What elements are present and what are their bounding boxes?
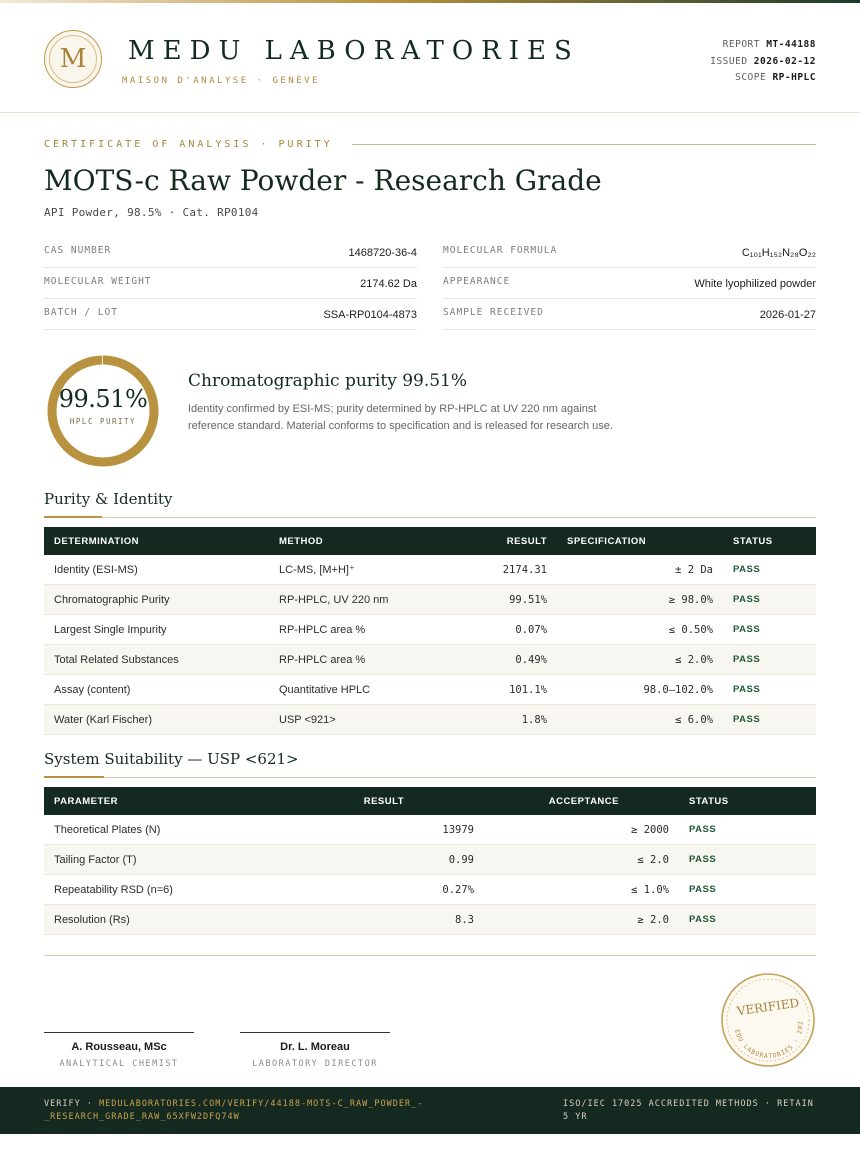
col-header: DETERMINATION [44,527,269,555]
cell-acceptance: ≤ 2.0 [484,845,679,875]
section-accent [44,776,104,778]
purity-description: Identity confirmed by ESI-MS; purity determined by RP-HPLC at UV 220 nm against reference standard. Material conforms to specification and is released for research use. [188,403,613,432]
cell-result: 2174.31 [446,555,557,585]
prop-label: MOLECULAR WEIGHT [44,276,152,287]
cell-parameter: Repeatability RSD (n=6) [44,875,304,905]
status-badge: PASS [723,585,816,615]
status-badge: PASS [679,875,816,905]
status-badge: PASS [723,615,816,645]
certificate-kicker: CERTIFICATE OF ANALYSIS · PURITY [44,139,333,150]
cell-method: RP-HPLC area % [269,615,446,645]
product-title: MOTS-c Raw Powder - Research Grade [44,164,602,197]
cell-result: 0.49% [446,645,557,675]
signatory-name: A. Rousseau, MSc [71,1041,167,1053]
signature-director [240,1032,390,1069]
issued-label: ISSUED [710,55,748,67]
cell-method: RP-HPLC area % [269,645,446,675]
logo [44,30,102,88]
cell-acceptance: ≥ 2000 [484,815,679,845]
cell-acceptance: ≥ 2.0 [484,905,679,935]
cell-result: 8.3 [304,905,484,935]
cell-specification: ≤ 0.50% [557,615,723,645]
col-header: METHOD [269,527,446,555]
table-header-row [44,527,816,555]
cell-specification: ≥ 98.0% [557,585,723,615]
cell-result: 0.07% [446,615,557,645]
prop-value: C₁₀₁H₁₅₂N₂₈O₂₂ [741,247,816,259]
col-header: RESULT [304,787,484,815]
prop-value: 1468720-36-4 [348,247,417,259]
col-header: STATUS [679,787,816,815]
scope-value: RP-HPLC [772,72,816,83]
col-header: ACCEPTANCE [484,787,679,815]
cell-result: 99.51% [446,585,557,615]
section-rule [44,777,816,778]
prop-label: APPEARANCE [443,276,511,287]
cell-method: RP-HPLC, UV 220 nm [269,585,446,615]
table-row [44,645,816,675]
cell-determination: Chromatographic Purity [44,585,269,615]
col-header: SPECIFICATION [557,527,723,555]
table-row [44,905,816,935]
table-row [44,845,816,875]
status-badge: PASS [679,905,816,935]
signatory-name: Dr. L. Moreau [280,1041,350,1053]
report-number: MT-44188 [766,39,816,50]
section-accent [44,516,102,518]
signatory-role: ANALYTICAL CHEMIST [59,1059,179,1069]
table-row [44,555,816,585]
purity-label: HPLC PURITY [69,417,137,426]
cell-determination: Largest Single Impurity [44,615,269,645]
prop-formula [443,237,816,268]
signature-line [240,1032,390,1033]
prop-cas [44,237,417,268]
report-label: REPORT [722,39,760,50]
cell-specification: ± 2 Da [557,555,723,585]
product-subtitle: API Powder, 98.5% · Cat. RP0104 [44,206,259,219]
table-row [44,815,816,845]
table-row [44,705,816,735]
identity-table [44,527,816,735]
prop-label: SAMPLE RECEIVED [443,307,544,318]
prop-value: White lyophilized powder [694,278,816,290]
cell-result: 0.99 [304,845,484,875]
cell-specification: ≤ 6.0% [557,705,723,735]
cell-parameter: Tailing Factor (T) [44,845,304,875]
prop-label: MOLECULAR FORMULA [443,245,558,256]
cell-determination: Total Related Substances [44,645,269,675]
suitability-table [44,787,816,935]
report-meta [710,37,816,87]
status-badge: PASS [679,815,816,845]
seal-verified-text: VERIFIED [736,995,800,1019]
cell-parameter: Resolution (Rs) [44,905,304,935]
issued-date: 2026-02-12 [753,55,816,67]
status-badge: PASS [723,645,816,675]
section-title-suitability: System Suitability — USP <621> [44,750,299,768]
brand-name: MEDU LABORATORIES [128,36,580,66]
table-row [44,675,816,705]
cell-specification: 98.0–102.0% [557,675,723,705]
purity-value: 99.51% [58,385,148,413]
section-title-identity: Purity & Identity [44,490,173,508]
cell-determination: Water (Karl Fischer) [44,705,269,735]
cell-parameter: Theoretical Plates (N) [44,815,304,845]
prop-batch [44,299,417,330]
cell-result: 1.8% [446,705,557,735]
verified-seal [720,972,816,1068]
prop-appearance [443,268,816,299]
prop-label: CAS NUMBER [44,245,112,256]
logo-letter: M [49,35,97,83]
col-header: STATUS [723,527,816,555]
table-row [44,875,816,905]
header [0,3,860,113]
signature-analyst [44,1032,194,1069]
prop-value: 2174.62 Da [360,278,417,290]
verify-link[interactable]: MEDULABORATORIES.COM/VERIFY/44188-MOTS-C_RAW_POWDER_-_RESEARCH_GRADE_RAW_65XFW2DFQ74W [44,1099,424,1122]
prop-sample-received [443,299,816,330]
purity-headline: Chromatographic purity 99.51% [188,371,468,391]
cell-method: USP <921> [269,705,446,735]
cell-determination: Assay (content) [44,675,269,705]
cell-method: LC-MS, [M+H]⁺ [269,555,446,585]
cell-acceptance: ≤ 1.0% [484,875,679,905]
verify-note [44,1098,464,1124]
prop-molecular-weight [44,268,417,299]
cell-specification: ≤ 2.0% [557,645,723,675]
section-rule [44,517,816,518]
verify-prefix: VERIFY · [44,1099,100,1109]
col-header: PARAMETER [44,787,304,815]
accreditation-note: ISO/IEC 17025 ACCREDITED METHODS · RETAIN 5 YR [563,1099,814,1122]
prop-value: 2026-01-27 [759,309,816,321]
signatory-role: LABORATORY DIRECTOR [252,1059,378,1069]
scope-label: SCOPE [735,72,767,83]
cell-result: 13979 [304,815,484,845]
status-badge: PASS [723,675,816,705]
status-badge: PASS [723,705,816,735]
status-badge: PASS [723,555,816,585]
cell-result: 101.1% [446,675,557,705]
table-header-row [44,787,816,815]
prop-value: SSA-RP0104-4873 [323,309,417,321]
col-header: RESULT [446,527,557,555]
signature-divider [44,955,816,956]
cell-determination: Identity (ESI-MS) [44,555,269,585]
brand-subtitle: MAISON D'ANALYSE · GENÈVE [122,76,320,86]
cell-method: Quantitative HPLC [269,675,446,705]
prop-label: BATCH / LOT [44,307,118,318]
seal-ring-text: MEDU LABORATORIES · 2026 [733,1020,805,1061]
cell-result: 0.27% [304,875,484,905]
status-badge: PASS [679,845,816,875]
kicker-divider [352,144,816,145]
signature-line [44,1032,194,1033]
table-row [44,585,816,615]
table-row [44,615,816,645]
